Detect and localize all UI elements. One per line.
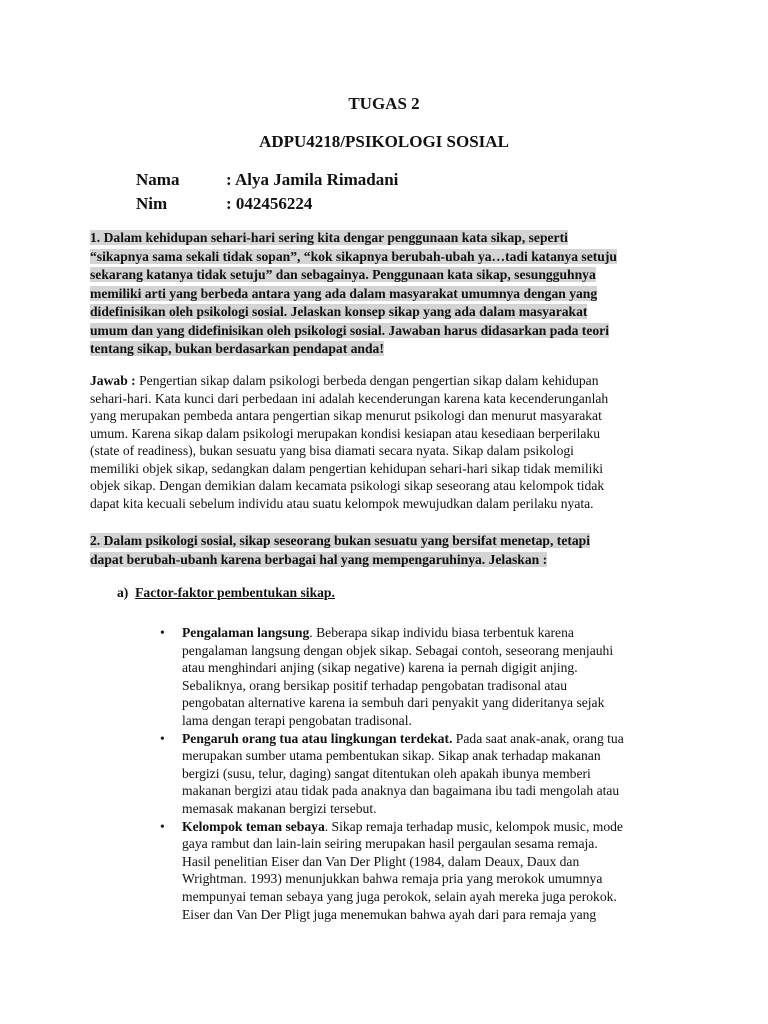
section-a-heading <box>117 585 335 601</box>
answer-line: umum. Karena sikap dalam psikologi merupakan kondisi kesiapan atau kesediaan berperilaku <box>90 425 600 441</box>
bullet-icon: • <box>160 730 165 746</box>
bullet-line: Wrightman. 1993) menunjukkan bahwa remaja pria yang merokok umumnya <box>182 871 603 887</box>
section-a-marker: a) <box>117 585 129 600</box>
question-1-line: 1. Dalam kehidupan sehari-hari sering kita dengar penggunaan kata sikap, seperti <box>90 230 568 245</box>
question-1-line: “sikapnya sama sekali tidak sopan”, “kok sikapnya berubah-ubah ya…tadi katanya setuju <box>90 248 617 264</box>
bullet-line: bergizi (susu, telur, daging) sangat ditentukan oleh apakah ibunya memberi <box>182 765 591 781</box>
answer-1 <box>90 372 680 512</box>
bullet-term: Kelompok teman sebaya <box>182 818 325 834</box>
question-1-line: memiliki arti yang berbeda antara yang ada dalam masyarakat umumnya dengan yang <box>90 285 598 301</box>
bullet-line: gaya rambut dan lain-lain seiring merupakan hasil pergaulan sesama remaja. <box>182 836 598 852</box>
question-2-line: 2. Dalam psikologi sosial, sikap seseorang bukan sesuatu yang bersifat menetap, tetapi <box>90 533 591 548</box>
bullet-line: pengobatan alternative karena ia sembuh dari penyakit yang dideritanya sejak <box>182 695 605 711</box>
answer-label: Jawab : <box>90 373 136 388</box>
bullet-line: memasak makanan bergizi tersebut. <box>182 800 377 816</box>
name-value: : Alya Jamila Rimadani <box>226 170 399 189</box>
bullet-line: lama dengan terapi pengobatan tradisonal. <box>182 712 412 728</box>
answer-line: objek sikap. Dengan demikian dalam kecamata psikologi sikap seseorang atau kelompok tidak <box>90 478 605 493</box>
nim-label: Nim <box>136 194 168 213</box>
answer-line: sehari-hari. Kata kunci dari perbedaan ini adalah kecenderungan karena kata kecenderunganlah <box>90 390 609 406</box>
question-2 <box>90 532 675 569</box>
bullet-line: Hasil penelitian Eiser dan Van Der Plight (1984, dalam Deaux, Daux dan <box>182 853 580 869</box>
bullet-term: Pengalaman langsung <box>182 625 310 640</box>
bullet-list <box>160 624 680 923</box>
answer-line: Pengertian sikap dalam psikologi berbeda dengan pengertian sikap dalam kehidupan <box>135 373 599 388</box>
name-label: Nama <box>136 170 180 189</box>
question-2-line: dapat berubah-ubanh karena berbagai hal yang mempengaruhinya. Jelaskan : <box>90 551 548 567</box>
nim-value: : 042456224 <box>226 194 313 213</box>
answer-line: dapat kita kecuali sebelum individu atau suatu kelompok mewujudkan dalam perilaku nyata. <box>90 495 594 511</box>
bullet-line: atau menghindari anjing (sikap negative) karena ia pernah digigit anjing. <box>182 660 578 676</box>
bullet-line: mempunyai teman sebaya yang juga perokok, selain ayah mereka juga perokok. <box>182 888 617 904</box>
section-a-title: Factor-faktor pembentukan sikap. <box>135 585 335 600</box>
assignment-title: TUGAS 2 <box>348 94 420 113</box>
student-nim-row <box>136 194 312 214</box>
question-1 <box>90 229 675 359</box>
bullet-icon: • <box>160 818 165 834</box>
answer-line: (state of readiness), bukan sesuatu yang bisa diamati secara nyata. Sikap dalam psikologi <box>90 443 574 458</box>
bullet-line: merupakan sumber utama pembentukan sikap. Sikap anak terhadap makanan <box>182 748 601 764</box>
answer-line: memiliki objek sikap, sedangkan dalam pengertian kehidupan sehari-hari sikap tidak memiliki <box>90 460 604 476</box>
bullet-text: Pada saat anak-anak, orang tua <box>452 730 624 746</box>
list-item <box>160 624 680 730</box>
course-title: ADPU4218/PSIKOLOGI SOSIAL <box>259 132 509 151</box>
question-1-line: sekarang katanya tidak setuju” dan sebagainya. Penggunaan kata sikap, sesungguhnya <box>90 267 596 282</box>
list-item <box>160 818 680 924</box>
bullet-line: makanan bergizi atau tidak pada anaknya dan bagaimana ibu tadi mengolah atau <box>182 783 620 799</box>
bullet-line: pengalaman langsung dengan objek sikap. Sebagai contoh, seseorang menjauhi <box>182 642 614 658</box>
question-1-line: didefinisikan oleh psikologi sosial. Jelaskan konsep sikap yang ada dalam masyarakat <box>90 304 588 319</box>
student-name-row <box>136 170 398 190</box>
bullet-term: Pengaruh orang tua atau lingkungan terdekat. <box>182 730 453 746</box>
bullet-icon: • <box>160 625 165 640</box>
bullet-text: . Beberapa sikap individu biasa terbentuk karena <box>309 625 574 640</box>
answer-line: yang merupakan pembeda antara pengertian sikap menurut psikologi dan menurut masyarakat <box>90 408 602 423</box>
bullet-text: . Sikap remaja terhadap music, kelompok music, mode <box>324 818 623 834</box>
bullet-line: Sebaliknya, orang bersikap positif terhadap pengobatan tradisonal atau <box>182 677 568 693</box>
question-1-line: umum dan yang didefinisikan oleh psikologi sosial. Jawaban harus didasarkan pada teori <box>90 322 609 338</box>
bullet-line: Eiser dan Van Der Pligt juga menemukan bahwa ayah dari para remaja yang <box>182 906 597 922</box>
question-1-line: tentang sikap, bukan berdasarkan pendapat anda! <box>90 341 384 356</box>
list-item <box>160 730 680 818</box>
